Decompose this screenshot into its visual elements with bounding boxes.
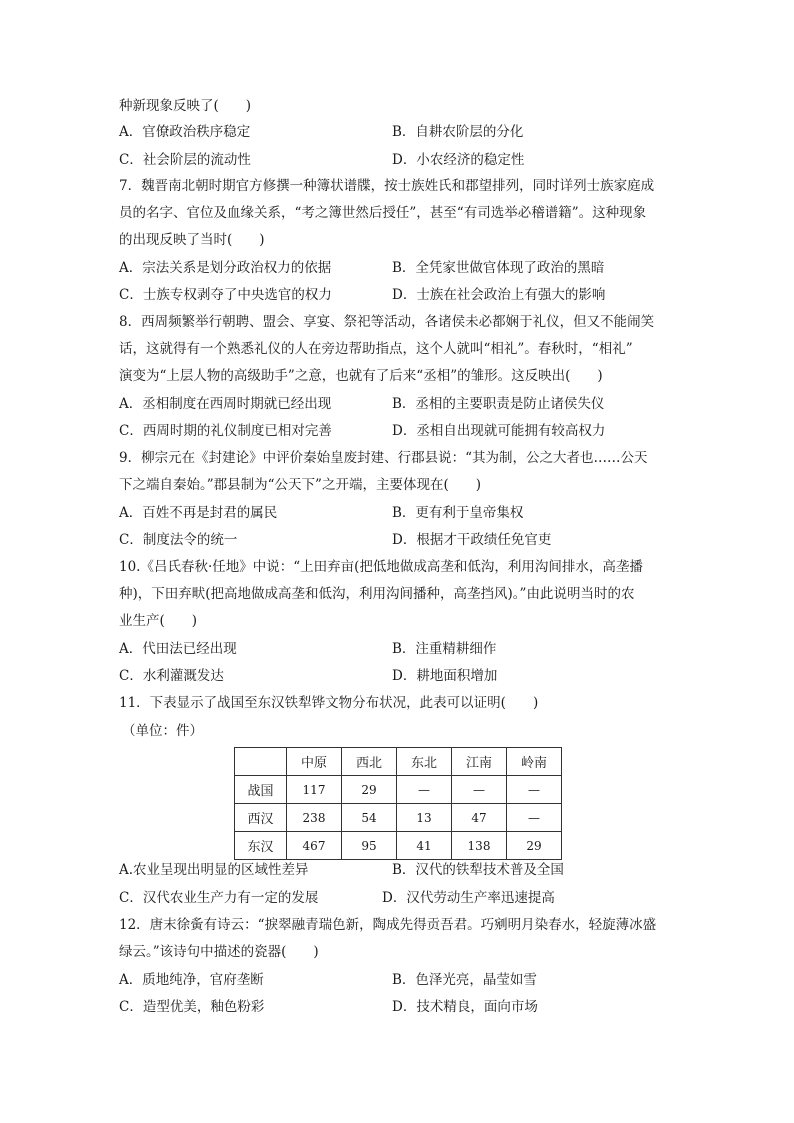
option-7-b: B．全凭家世做官体现了政治的黑暗 xyxy=(392,260,605,276)
table-header-cell: 西北 xyxy=(342,748,397,776)
option-9-b: B．更有利于皇帝集权 xyxy=(392,505,524,521)
option-12-b: B．色泽光亮，晶莹如雪 xyxy=(392,972,537,988)
table-header-cell: 岭南 xyxy=(507,748,562,776)
question-12-line-1: 12．唐末徐夤有诗云：“捩翠融青瑞色新，陶成先得贡吾君。巧剜明月染春水，轻旋薄冰盛 xyxy=(119,917,657,933)
question-8-line-1: 8．西周频繁举行朝聘、盟会、享宴、祭祀等活动，各诸侯未必都娴于礼仪，但又不能闹笑 xyxy=(119,314,655,330)
table-header-cell: 江南 xyxy=(452,748,507,776)
table-cell: 467 xyxy=(287,832,342,860)
question-9-line-2: 下之端自秦始。”郡县制为“公天下”之开端，主要体现在( ) xyxy=(119,477,481,493)
option-6-c: C．社会阶层的流动性 xyxy=(119,152,251,168)
question-10-line-1: 10.《吕氏春秋·任地》中说：“上田弃亩(把低地做成高垄和低沟，利用沟间排水，高垄播 xyxy=(119,559,643,575)
option-6-a: A．官僚政治秩序稳定 xyxy=(119,124,251,140)
option-12-d: D．技术精良，面向市场 xyxy=(392,999,538,1015)
option-11-c: C．汉代农业生产力有一定的发展 xyxy=(119,890,319,906)
table-cell: 54 xyxy=(342,804,397,832)
question-10-line-2: 种)，下田弃畎(把高地做成高垄和低沟，利用沟间播种，高垄挡风)。”由此说明当时的农 xyxy=(119,586,635,602)
table-header-cell xyxy=(235,748,287,776)
question-7-line-1: 7．魏晋南北朝时期官方修撰一种簿状谱牒，按士族姓氏和郡望排列，同时详列士族家庭成 xyxy=(119,178,655,194)
option-8-a: A．丞相制度在西周时期就已经出现 xyxy=(119,396,332,412)
option-8-c: C．西周时期的礼仪制度已相对完善 xyxy=(119,423,332,439)
option-10-a: A．代田法已经出现 xyxy=(119,641,237,657)
question-7-line-3: 的出现反映了当时( ) xyxy=(119,232,265,248)
option-10-b: B．注重精耕细作 xyxy=(392,641,497,657)
option-8-d: D．丞相自出现就可能拥有较高权力 xyxy=(392,423,606,439)
table-cell: 138 xyxy=(452,832,507,860)
question-8-line-3: 演变为“上层人物的高级助手”之意，也就有了后来“丞相”的雏形。这反映出( ) xyxy=(119,368,603,384)
table-header-row xyxy=(235,748,562,776)
table-row-label: 西汉 xyxy=(235,804,287,832)
option-6-b: B．自耕农阶层的分化 xyxy=(392,124,524,140)
table-row xyxy=(235,804,562,832)
question-7-line-2: 员的名字、官位及血缘关系，“考之簿世然后授任”，甚至“有司选举必稽谱籍”。这种现象 xyxy=(119,205,647,221)
table-cell: — xyxy=(507,804,562,832)
question-8-line-2: 话，这就得有一个熟悉礼仪的人在旁边帮助指点，这个人就叫“相礼”。春秋时，“相礼” xyxy=(119,341,633,357)
option-11-d: D．汉代劳动生产率迅速提高 xyxy=(382,890,555,906)
option-11-a: A.农业呈现出明显的区域性差异 xyxy=(119,862,309,878)
table-cell: — xyxy=(507,776,562,804)
question-11-line-1: 11．下表显示了战国至东汉铁犁铧文物分布状况，此表可以证明( ) xyxy=(119,695,539,711)
table-cell: 117 xyxy=(287,776,342,804)
table-row xyxy=(235,776,562,804)
table-header-cell: 东北 xyxy=(397,748,452,776)
option-7-d: D．士族在社会政治上有强大的影响 xyxy=(392,287,606,303)
question-10-line-3: 业生产( ) xyxy=(119,613,198,629)
table-cell: 238 xyxy=(287,804,342,832)
option-10-d: D．耕地面积增加 xyxy=(392,668,498,684)
table-header-cell: 中原 xyxy=(287,748,342,776)
table-cell: 47 xyxy=(452,804,507,832)
table-cell: 29 xyxy=(342,776,397,804)
option-9-a: A．百姓不再是封君的属民 xyxy=(119,505,278,521)
table-cell: — xyxy=(397,776,452,804)
option-12-c: C．造型优美，釉色粉彩 xyxy=(119,999,265,1015)
option-12-a: A．质地纯净，官府垄断 xyxy=(119,972,264,988)
option-9-d: D．根据才干政绩任免官吏 xyxy=(392,532,552,548)
table-row-label: 东汉 xyxy=(235,832,287,860)
table-row-label: 战国 xyxy=(235,776,287,804)
option-9-c: C．制度法令的统一 xyxy=(119,532,238,548)
iron-plough-distribution-table xyxy=(234,747,562,860)
table-cell: 29 xyxy=(507,832,562,860)
table-cell: 13 xyxy=(397,804,452,832)
option-11-b: B．汉代的铁犁技术普及全国 xyxy=(392,862,564,878)
question-6-stem-end: 种新现象反映了( ) xyxy=(119,98,252,114)
option-6-d: D．小农经济的稳定性 xyxy=(392,152,525,168)
table-cell: — xyxy=(452,776,507,804)
option-10-c: C．水利灌溉发达 xyxy=(119,668,224,684)
question-9-line-1: 9．柳宗元在《封建论》中评价秦始皇废封建、行郡县说：“其为制，公之大者也……公天 xyxy=(119,450,648,466)
option-7-a: A．宗法关系是划分政治权力的依据 xyxy=(119,260,332,276)
table-cell: 95 xyxy=(342,832,397,860)
option-8-b: B．丞相的主要职责是防止诸侯失仪 xyxy=(392,396,605,412)
table-unit-label: （单位：件） xyxy=(122,723,203,739)
table-cell: 41 xyxy=(397,832,452,860)
question-12-line-2: 绿云。”该诗句中描述的瓷器( ) xyxy=(119,944,319,960)
option-7-c: C．士族专权剥夺了中央选官的权力 xyxy=(119,287,332,303)
table-row xyxy=(235,832,562,860)
